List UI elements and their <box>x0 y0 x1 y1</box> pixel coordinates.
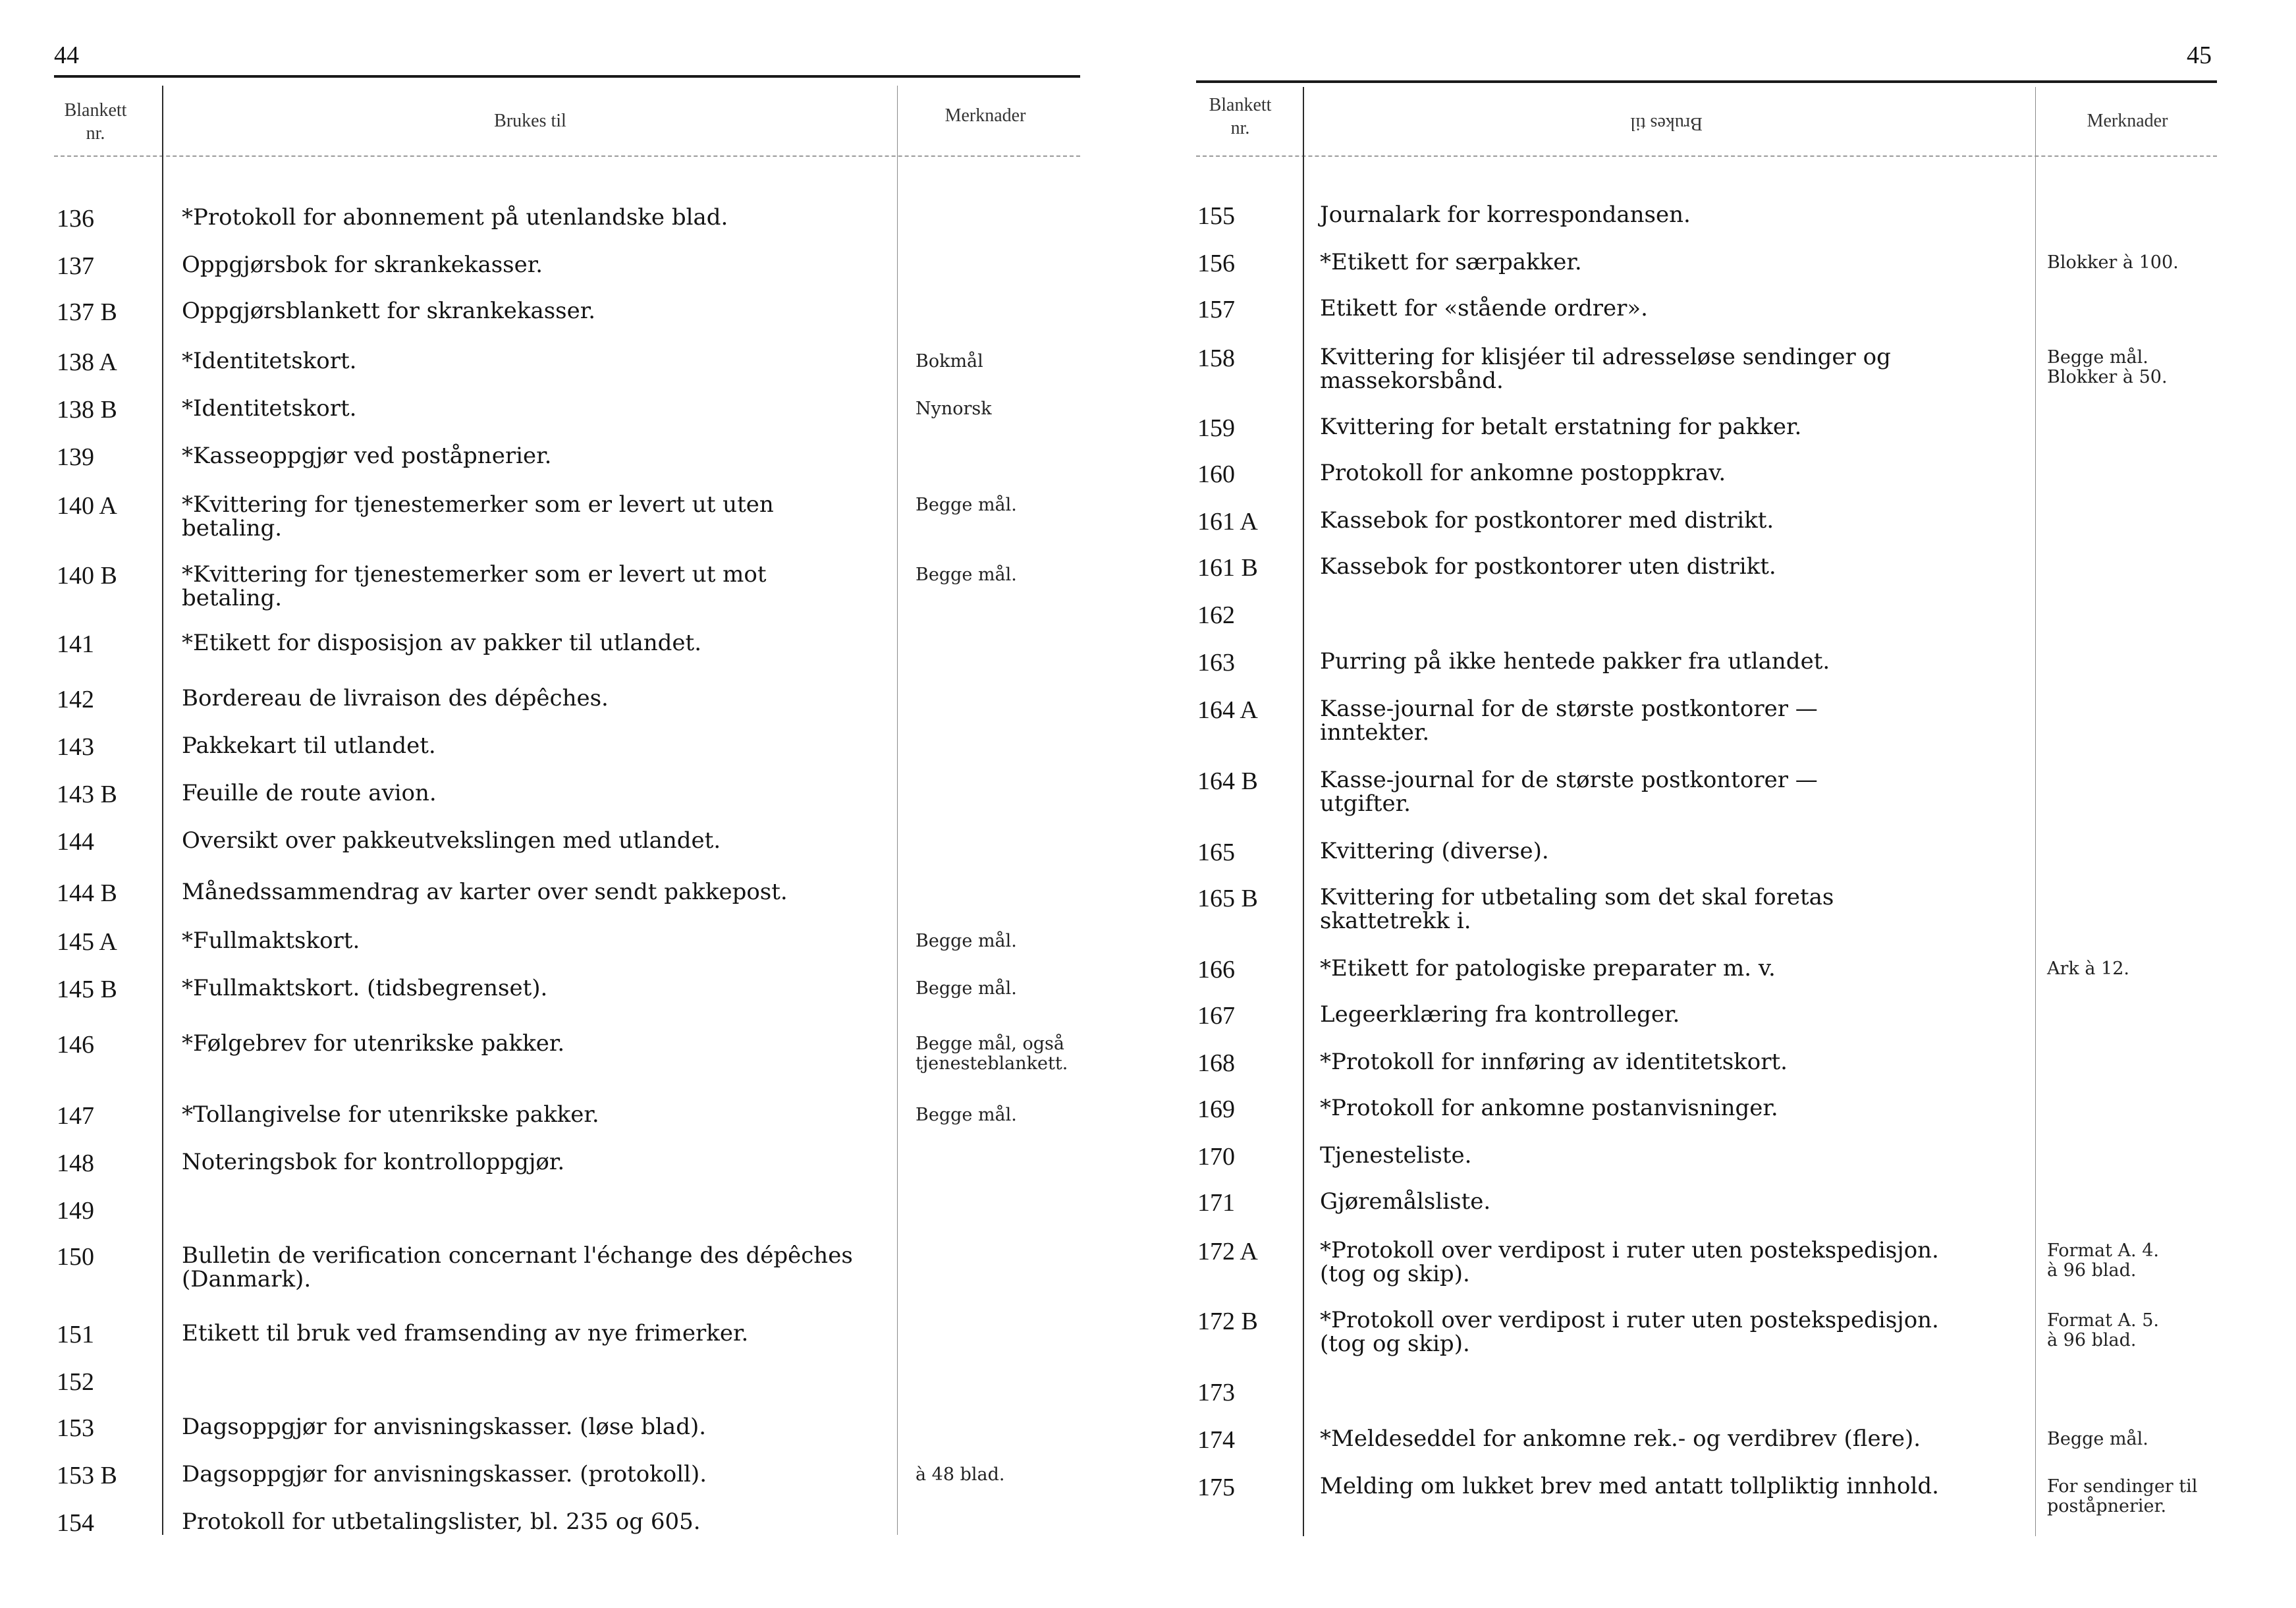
usage-text: Etikett til bruk ved framsending av nye frimerker. <box>182 1320 749 1346</box>
blankett-number: 140 B <box>57 562 117 590</box>
usage-text: Etikett for «stående ordrer». <box>1320 295 1648 321</box>
blankett-number: 143 <box>57 733 94 761</box>
usage-text: *Identitetskort. <box>182 348 357 374</box>
blankett-number: 142 <box>57 686 94 713</box>
remark-text: Begge mål. <box>916 931 1017 951</box>
usage-text: *Følgebrev for utenrikske pakker. <box>182 1030 565 1057</box>
blankett-number: 159 <box>1197 414 1235 442</box>
left-page <box>0 0 1120 1608</box>
right-page <box>1179 0 2296 1608</box>
blankett-number: 165 <box>1197 839 1235 866</box>
blankett-number: 145 B <box>57 976 117 1003</box>
blankett-number: 161 A <box>1197 508 1258 536</box>
blankett-number: 174 <box>1197 1426 1235 1454</box>
blankett-number: 157 <box>1197 296 1235 323</box>
remark-text: Begge mål. <box>916 978 1017 999</box>
usage-text: *Etikett for disposisjon av pakker til utlandet. <box>182 630 702 656</box>
usage-text: Tjenesteliste. <box>1320 1142 1472 1169</box>
usage-text: *Identitetskort. <box>182 395 357 422</box>
usage-text: *Protokoll over verdipost i ruter uten postekspedisjon. (tog og skip). <box>1320 1237 1939 1287</box>
usage-text: Kvittering (diverse). <box>1320 838 1549 864</box>
usage-text: Oppgjørsblankett for skrankekasser. <box>182 298 596 324</box>
remark-text: Format A. 5. à 96 blad. <box>2047 1310 2159 1350</box>
usage-text: Protokoll for utbetalingslister, bl. 235 og 605. <box>182 1509 701 1535</box>
remark-text: For sendinger til poståpnerier. <box>2047 1476 2198 1516</box>
usage-text: *Protokoll for ankomne postanvisninger. <box>1320 1095 1778 1121</box>
usage-text: Kasse-journal for de største postkontorer — utgifter. <box>1320 767 1818 817</box>
blankett-number: 164 B <box>1197 767 1258 795</box>
blankett-number: 166 <box>1197 956 1235 984</box>
usage-text: *Etikett for patologiske preparater m. v. <box>1320 955 1776 982</box>
usage-text: Kvittering for utbetaling som det skal foretas skattetrekk i. <box>1320 884 1834 934</box>
remark-text: Begge mål, også tjenesteblankett. <box>916 1034 1068 1074</box>
blankett-number: 137 <box>57 252 94 280</box>
blankett-number: 143 B <box>57 781 117 808</box>
blankett-number: 152 <box>57 1368 94 1396</box>
header-blankett: Blankett nr. <box>64 100 127 144</box>
usage-text: *Protokoll for abonnement på utenlandske blad. <box>182 204 728 231</box>
blankett-number: 151 <box>57 1321 94 1348</box>
column-divider-nr <box>162 86 163 1535</box>
blankett-number: 169 <box>1197 1095 1235 1123</box>
blankett-number: 161 B <box>1197 554 1258 582</box>
usage-text: Dagsoppgjør for anvisningskasser. (løse blad). <box>182 1414 707 1440</box>
usage-text: Gjøremålsliste. <box>1320 1188 1491 1215</box>
remark-text: Ark à 12. <box>2047 958 2129 979</box>
blankett-number: 172 B <box>1197 1308 1258 1335</box>
blankett-number: 139 <box>57 443 94 471</box>
blankett-number: 153 <box>57 1414 94 1442</box>
header-rule <box>1196 80 2217 83</box>
blankett-number: 138 A <box>57 348 117 376</box>
remark-text: Begge mål. <box>916 565 1017 585</box>
header-rule <box>54 75 1080 78</box>
usage-text: Bulletin de verification concernant l'échange des dépêches (Danmark). <box>182 1242 853 1292</box>
usage-text: Legeerklæring fra kontrolleger. <box>1320 1001 1680 1028</box>
usage-text: Kvittering for klisjéer til adresseløse sendinger og massekorsbånd. <box>1320 344 1891 394</box>
usage-text: *Kasseoppgjør ved poståpnerier. <box>182 443 552 469</box>
usage-text: *Kvittering for tjenestemerker som er levert ut mot betaling. <box>182 561 767 611</box>
blankett-number: 141 <box>57 630 94 658</box>
usage-text: *Tollangivelse for utenrikske pakker. <box>182 1101 599 1128</box>
usage-text: *Fullmaktskort. (tidsbegrenset). <box>182 975 548 1001</box>
usage-text: Feuille de route avion. <box>182 780 437 806</box>
usage-text: *Etikett for særpakker. <box>1320 249 1582 275</box>
blankett-number: 147 <box>57 1102 94 1130</box>
page-number: 45 <box>2187 42 2212 69</box>
blankett-number: 168 <box>1197 1049 1235 1077</box>
remark-text: Begge mål. Blokker à 50. <box>2047 347 2168 387</box>
header-brukes: Brukes til <box>1630 113 1703 134</box>
usage-text: Dagsoppgjør for anvisningskasser. (protokoll). <box>182 1461 707 1487</box>
blankett-number: 136 <box>57 205 94 233</box>
blankett-number: 173 <box>1197 1379 1235 1406</box>
usage-text: *Protokoll over verdipost i ruter uten postekspedisjon. (tog og skip). <box>1320 1307 1939 1357</box>
header-divider <box>54 155 1080 157</box>
blankett-number: 145 A <box>57 928 117 956</box>
usage-text: *Meldeseddel for ankomne rek.- og verdibrev (flere). <box>1320 1426 1921 1452</box>
usage-text: Kassebok for postkontorer uten distrikt. <box>1320 553 1776 580</box>
blankett-number: 153 B <box>57 1462 117 1489</box>
remark-text: Format A. 4. à 96 blad. <box>2047 1240 2159 1281</box>
usage-text: *Fullmaktskort. <box>182 928 360 954</box>
usage-text: Oppgjørsbok for skrankekasser. <box>182 252 543 278</box>
usage-text: Oversikt over pakkeutvekslingen med utlandet. <box>182 827 721 854</box>
usage-text: Protokoll for ankomne postoppkrav. <box>1320 460 1726 486</box>
blankett-number: 170 <box>1197 1143 1235 1171</box>
blankett-number: 140 A <box>57 492 117 520</box>
blankett-number: 156 <box>1197 250 1235 277</box>
remark-text: à 48 blad. <box>916 1464 1005 1485</box>
usage-text: *Protokoll for innføring av identitetskort. <box>1320 1049 1788 1075</box>
remark-text: Begge mål. <box>916 1105 1017 1125</box>
blankett-number: 138 B <box>57 396 117 424</box>
blankett-number: 144 B <box>57 879 117 907</box>
blankett-number: 137 B <box>57 298 117 326</box>
remark-text: Nynorsk <box>916 399 992 419</box>
usage-text: Journalark for korrespondansen. <box>1320 202 1691 228</box>
column-divider-nr <box>1303 87 1304 1536</box>
blankett-number: 162 <box>1197 601 1235 629</box>
usage-text: Månedssammendrag av karter over sendt pakkepost. <box>182 879 788 905</box>
remark-text: Begge mål. <box>916 495 1017 515</box>
column-divider-notes <box>2035 87 2036 1536</box>
header-blankett: Blankett nr. <box>1209 95 1272 138</box>
blankett-number: 165 B <box>1197 885 1258 912</box>
header-brukes: Brukes til <box>494 111 566 131</box>
header-divider <box>1196 155 2217 157</box>
blankett-number: 149 <box>57 1197 94 1225</box>
header-merknader: Merknader <box>944 105 1026 126</box>
usage-text: Kvittering for betalt erstatning for pakker. <box>1320 414 1802 440</box>
blankett-number: 171 <box>1197 1189 1235 1217</box>
page-number: 44 <box>54 42 79 69</box>
usage-text: Noteringsbok for kontrolloppgjør. <box>182 1149 565 1175</box>
remark-text: Bokmål <box>916 351 983 372</box>
blankett-number: 150 <box>57 1243 94 1271</box>
usage-text: Kassebok for postkontorer med distrikt. <box>1320 507 1774 534</box>
column-divider-notes <box>897 86 898 1535</box>
blankett-number: 154 <box>57 1509 94 1537</box>
blankett-number: 167 <box>1197 1002 1235 1030</box>
blankett-number: 172 A <box>1197 1238 1258 1265</box>
blankett-number: 175 <box>1197 1474 1235 1501</box>
blankett-number: 146 <box>57 1031 94 1059</box>
blankett-number: 160 <box>1197 460 1235 488</box>
blankett-number: 144 <box>57 828 94 856</box>
usage-text: Bordereau de livraison des dépêches. <box>182 685 609 711</box>
usage-text: Kasse-journal for de største postkontorer — inntekter. <box>1320 696 1818 746</box>
remark-text: Begge mål. <box>2047 1429 2148 1449</box>
usage-text: Pakkekart til utlandet. <box>182 733 436 759</box>
blankett-number: 163 <box>1197 649 1235 677</box>
blankett-number: 158 <box>1197 345 1235 372</box>
usage-text: Melding om lukket brev med antatt tollpliktig innhold. <box>1320 1473 1939 1499</box>
blankett-number: 148 <box>57 1150 94 1177</box>
header-merknader: Merknader <box>2087 111 2168 131</box>
remark-text: Blokker à 100. <box>2047 252 2179 273</box>
blankett-number: 164 A <box>1197 696 1258 724</box>
blankett-number: 155 <box>1197 202 1235 230</box>
usage-text: *Kvittering for tjenestemerker som er levert ut uten betaling. <box>182 491 774 541</box>
usage-text: Purring på ikke hentede pakker fra utlandet. <box>1320 648 1830 675</box>
